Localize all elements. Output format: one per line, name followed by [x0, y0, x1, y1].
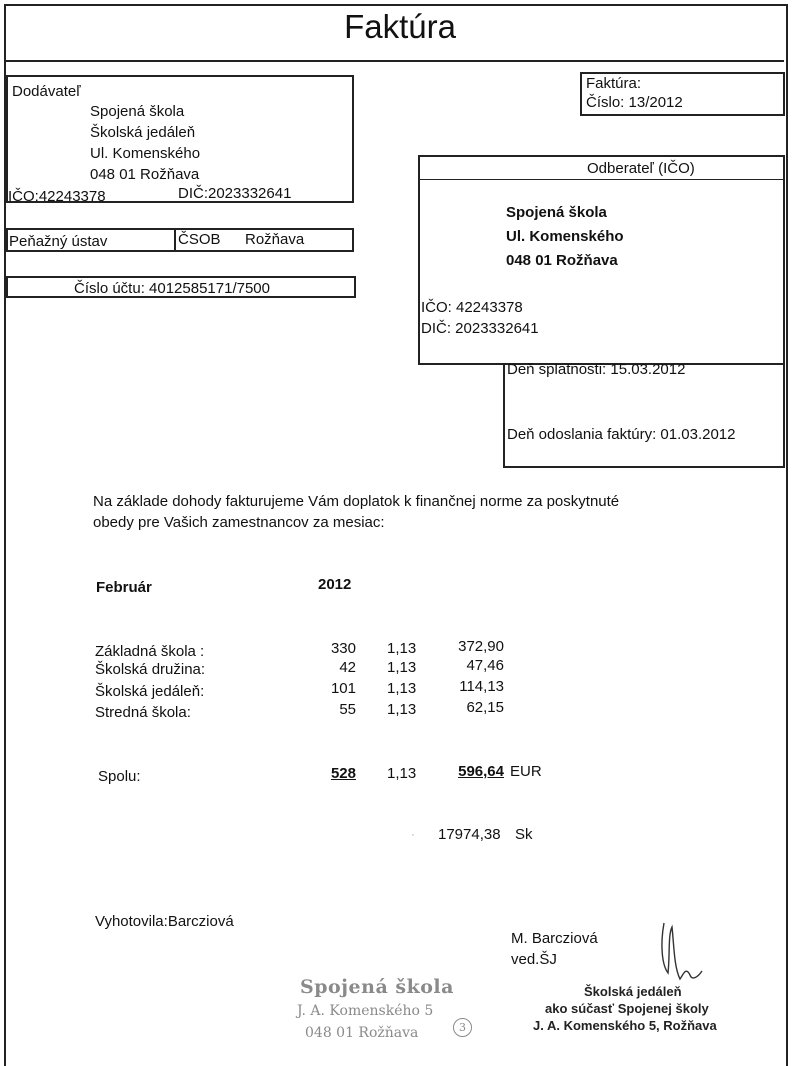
stamp-right-line: ako súčasť Spojenej školy	[545, 1001, 709, 1016]
total-amount: 596,64	[458, 763, 504, 780]
bank-city: Rožňava	[245, 231, 305, 248]
total-rate: 1,13	[387, 765, 417, 782]
row-rate: 1,13	[387, 640, 417, 657]
row-rate: 1,13	[387, 680, 417, 697]
row-amount: 114,13	[459, 678, 504, 695]
supplier-dic: DIČ:2023332641	[178, 185, 292, 202]
title-divider	[6, 60, 784, 62]
intro-line: Na základe dohody fakturujeme Vám doplatok k finančnej norme za poskytnuté	[93, 493, 620, 510]
dates-box	[503, 363, 785, 468]
supplier-heading: Dodávateľ	[12, 83, 81, 100]
total-currency: EUR	[510, 763, 542, 780]
sent-date: Deň odoslania faktúry: 01.03.2012	[507, 426, 736, 443]
sk-currency: Sk	[515, 826, 533, 843]
invoice-label: Faktúra:	[586, 75, 642, 92]
row-label: Stredná škola:	[95, 704, 191, 721]
row-label: Školská družina:	[95, 661, 206, 678]
account-number: Číslo účtu: 4012585171/7500	[74, 280, 270, 297]
supplier-line: Školská jedáleň	[90, 124, 196, 141]
supplier-line: Spojená škola	[90, 103, 185, 120]
supplier-line: 048 01 Rožňava	[90, 166, 200, 183]
customer-ico: IČO: 42243378	[421, 299, 523, 316]
invoice-number: Číslo: 13/2012	[586, 94, 683, 111]
sk-dot: ·	[411, 827, 415, 841]
signer-role: ved.ŠJ	[511, 951, 557, 968]
customer-line: Ul. Komenského	[506, 228, 624, 245]
row-label: Základná škola :	[95, 643, 205, 660]
row-count: 330	[330, 640, 356, 657]
stamp-circle-mark: 3	[453, 1018, 472, 1037]
bank-label: Peňažný ústav	[9, 233, 108, 250]
row-count: 42	[339, 659, 356, 676]
customer-line: Spojená škola	[506, 204, 607, 221]
row-count: 55	[339, 701, 356, 718]
prepared-by: Vyhotovila:Barcziová	[95, 913, 234, 930]
stamp-left-address: J. A. Komenského 5	[297, 1003, 434, 1019]
stamp-left-city: 048 01 Rožňava	[305, 1025, 419, 1041]
period-month: Február	[96, 579, 152, 596]
customer-dic: DIČ: 2023332641	[421, 320, 539, 337]
stamp-right-line: J. A. Komenského 5, Rožňava	[533, 1018, 717, 1033]
row-label: Školská jedáleň:	[95, 683, 205, 700]
customer-heading: Odberateľ (IČO)	[587, 160, 695, 177]
total-label: Spolu:	[98, 768, 141, 785]
stamp-right-line: Školská jedáleň	[584, 984, 682, 999]
due-date: Deň splatnosti: 15.03.2012	[507, 361, 686, 378]
signer-name: M. Barcziová	[511, 930, 598, 947]
signature	[650, 915, 720, 995]
sk-amount: 17974,38	[438, 826, 501, 843]
period-year: 2012	[318, 576, 352, 593]
supplier-line: Ul. Komenského	[90, 145, 201, 162]
row-amount: 372,90	[458, 638, 504, 655]
row-amount: 47,46	[466, 657, 504, 674]
customer-line: 048 01 Rožňava	[506, 252, 618, 269]
document-title: Faktúra	[344, 8, 456, 45]
bank-name: ČSOB	[178, 231, 221, 248]
row-rate: 1,13	[387, 701, 417, 718]
row-rate: 1,13	[387, 659, 417, 676]
supplier-ico: IČO:42243378	[8, 188, 106, 205]
row-count: 101	[330, 680, 356, 697]
row-amount: 62,15	[466, 699, 504, 716]
intro-line: obedy pre Vašich zamestnancov za mesiac:	[93, 514, 385, 531]
total-count: 528	[330, 765, 356, 782]
stamp-left-name: Spojená škola	[300, 976, 454, 998]
